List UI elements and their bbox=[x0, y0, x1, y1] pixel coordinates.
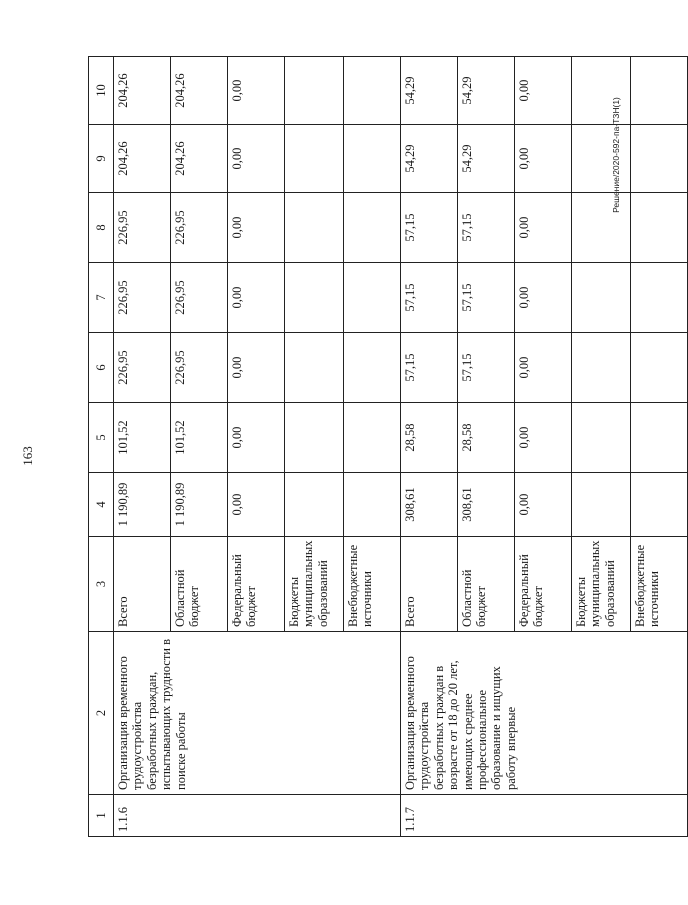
value-cell: 226,95 bbox=[171, 263, 228, 333]
row-code: 1.1.6 bbox=[114, 795, 401, 837]
source-label: Бюджеты муниципальных образований bbox=[285, 537, 344, 632]
col-header: 7 bbox=[89, 263, 114, 333]
value-cell: 204,26 bbox=[171, 57, 228, 125]
value-cell: 308,61 bbox=[401, 473, 458, 537]
source-label: Всего bbox=[401, 537, 458, 632]
table-row bbox=[114, 57, 171, 837]
value-cell: 101,52 bbox=[171, 403, 228, 473]
value-cell: 57,15 bbox=[458, 333, 515, 403]
col-header: 9 bbox=[89, 125, 114, 193]
source-label: Федеральный бюджет bbox=[515, 537, 572, 632]
value-cell: 0,00 bbox=[515, 193, 572, 263]
page-number: 163 bbox=[20, 446, 35, 466]
value-cell: 226,95 bbox=[171, 333, 228, 403]
value-cell: 204,26 bbox=[114, 125, 171, 193]
value-cell bbox=[344, 263, 401, 333]
value-cell: 57,15 bbox=[401, 263, 458, 333]
value-cell: 0,00 bbox=[228, 333, 285, 403]
col-header: 5 bbox=[89, 403, 114, 473]
value-cell bbox=[572, 473, 631, 537]
value-cell bbox=[631, 125, 688, 193]
source-label: Бюджеты муниципальных образований bbox=[572, 537, 631, 632]
col-header: 6 bbox=[89, 333, 114, 403]
value-cell: 0,00 bbox=[515, 403, 572, 473]
value-cell: 54,29 bbox=[401, 125, 458, 193]
value-cell: 226,95 bbox=[114, 263, 171, 333]
row-name: Организация временного трудоустройства безработных граждан в возрасте от 18 до 20 лет, имеющих среднее профессиональное образование и ищущих работу впервые bbox=[401, 632, 688, 795]
value-cell bbox=[572, 263, 631, 333]
value-cell: 54,29 bbox=[458, 125, 515, 193]
header-row bbox=[89, 57, 114, 837]
value-cell: 101,52 bbox=[114, 403, 171, 473]
value-cell: 204,26 bbox=[114, 57, 171, 125]
value-cell bbox=[631, 333, 688, 403]
value-cell bbox=[344, 125, 401, 193]
value-cell: 0,00 bbox=[515, 473, 572, 537]
document-footer: Решение/2020-592-па-ТЗН(1) bbox=[611, 97, 621, 213]
value-cell: 0,00 bbox=[515, 263, 572, 333]
value-cell: 0,00 bbox=[515, 57, 572, 125]
value-cell bbox=[572, 403, 631, 473]
col-header: 8 bbox=[89, 193, 114, 263]
source-label: Федеральный бюджет bbox=[228, 537, 285, 632]
value-cell: 226,95 bbox=[114, 333, 171, 403]
value-cell: 0,00 bbox=[228, 125, 285, 193]
source-label: Областной бюджет bbox=[171, 537, 228, 632]
col-header: 3 bbox=[89, 537, 114, 632]
col-header: 2 bbox=[89, 632, 114, 795]
col-header: 10 bbox=[89, 57, 114, 125]
value-cell: 57,15 bbox=[458, 193, 515, 263]
value-cell: 0,00 bbox=[515, 125, 572, 193]
value-cell bbox=[285, 57, 344, 125]
value-cell bbox=[631, 473, 688, 537]
value-cell bbox=[344, 473, 401, 537]
value-cell bbox=[572, 57, 631, 125]
source-label: Внебюджетные источники bbox=[344, 537, 401, 632]
value-cell: 0,00 bbox=[228, 193, 285, 263]
source-label: Всего bbox=[114, 537, 171, 632]
value-cell bbox=[285, 125, 344, 193]
value-cell: 308,61 bbox=[458, 473, 515, 537]
value-cell: 1 190,89 bbox=[114, 473, 171, 537]
value-cell: 57,15 bbox=[458, 263, 515, 333]
value-cell bbox=[572, 333, 631, 403]
row-code: 1.1.7 bbox=[401, 795, 688, 837]
value-cell bbox=[344, 57, 401, 125]
value-cell: 57,15 bbox=[401, 333, 458, 403]
value-cell bbox=[285, 473, 344, 537]
value-cell: 204,26 bbox=[171, 125, 228, 193]
value-cell bbox=[631, 193, 688, 263]
value-cell bbox=[631, 263, 688, 333]
table-row bbox=[401, 57, 458, 837]
value-cell: 0,00 bbox=[228, 263, 285, 333]
value-cell bbox=[344, 403, 401, 473]
value-cell bbox=[285, 333, 344, 403]
value-cell: 0,00 bbox=[228, 473, 285, 537]
value-cell bbox=[631, 57, 688, 125]
row-name: Организация временного трудоустройства безработных граждан, испытывающих трудности в поиске работы bbox=[114, 632, 401, 795]
source-label: Областной бюджет bbox=[458, 537, 515, 632]
value-cell bbox=[285, 263, 344, 333]
value-cell: 57,15 bbox=[401, 193, 458, 263]
value-cell: 226,95 bbox=[114, 193, 171, 263]
value-cell bbox=[631, 403, 688, 473]
value-cell: 1 190,89 bbox=[171, 473, 228, 537]
value-cell bbox=[285, 403, 344, 473]
value-cell: 226,95 bbox=[171, 193, 228, 263]
source-label: Внебюджетные источники bbox=[631, 537, 688, 632]
value-cell bbox=[344, 193, 401, 263]
value-cell bbox=[344, 333, 401, 403]
value-cell: 0,00 bbox=[228, 57, 285, 125]
value-cell bbox=[285, 193, 344, 263]
col-header: 4 bbox=[89, 473, 114, 537]
value-cell: 54,29 bbox=[458, 57, 515, 125]
value-cell: 54,29 bbox=[401, 57, 458, 125]
col-header: 1 bbox=[89, 795, 114, 837]
value-cell bbox=[572, 125, 631, 193]
value-cell: 0,00 bbox=[515, 333, 572, 403]
value-cell: 0,00 bbox=[228, 403, 285, 473]
value-cell: 28,58 bbox=[401, 403, 458, 473]
value-cell bbox=[572, 193, 631, 263]
value-cell: 28,58 bbox=[458, 403, 515, 473]
budget-table bbox=[88, 56, 688, 837]
